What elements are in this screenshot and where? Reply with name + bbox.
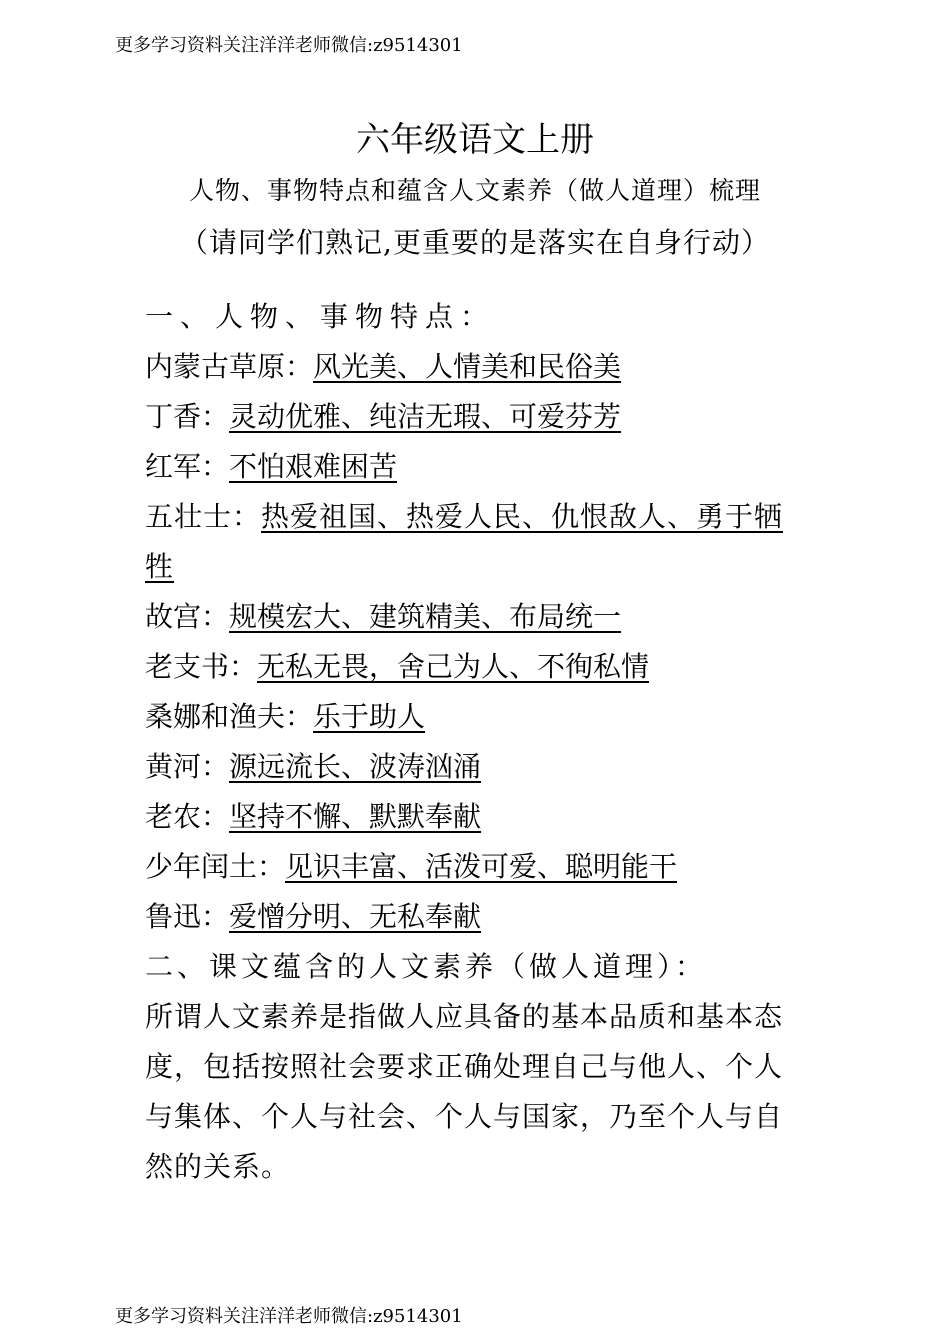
item-name: 老支书： xyxy=(145,650,258,683)
item-name: 黄河： xyxy=(145,750,230,783)
item-trait: 不怕艰难困苦 xyxy=(229,450,398,483)
list-item xyxy=(145,392,810,442)
item-name: 红军： xyxy=(145,450,230,483)
item-name: 桑娜和渔夫： xyxy=(145,700,314,733)
section2-heading: 二、课文蕴含的人文素养（做人道理）： xyxy=(145,950,708,983)
header-note: 更多学习资料关注洋洋老师微信:z9514301 xyxy=(115,35,463,56)
item-trait: 乐于助人 xyxy=(313,700,426,733)
document-body xyxy=(145,292,810,1192)
item-trait: 规模宏大、建筑精美、布局统一 xyxy=(229,600,622,633)
page-title: 六年级语文上册 xyxy=(356,120,594,160)
item-trait: 灵动优雅、纯洁无瑕、可爱芬芳 xyxy=(229,400,622,433)
item-name: 鲁迅： xyxy=(145,900,230,933)
list-item xyxy=(145,742,810,792)
item-trait: 源远流长、波涛汹涌 xyxy=(229,750,482,783)
item-trait: 坚持不懈、默默奉献 xyxy=(229,800,482,833)
item-name: 丁香： xyxy=(145,400,230,433)
footer-note: 更多学习资料关注洋洋老师微信:z9514301 xyxy=(115,1306,463,1327)
page-subtitle: 人物、事物特点和蕴含人文素养（做人道理）梳理 xyxy=(188,176,761,205)
list-item xyxy=(145,492,810,592)
list-item xyxy=(145,442,810,492)
list-item xyxy=(145,642,810,692)
section1-heading: 一、人物、事物特点： xyxy=(145,300,496,333)
list-item xyxy=(145,892,810,942)
page-note: （请同学们熟记,更重要的是落实在自身行动） xyxy=(180,226,770,259)
section2-paragraph: 所谓人文素养是指做人应具备的基本品质和基本态度，包括按照社会要求正确处理自己与他人、个人与集体、个人与社会、个人与国家，乃至个人与自然的关系。 xyxy=(145,1000,784,1183)
list-item xyxy=(145,792,810,842)
list-item xyxy=(145,692,810,742)
item-name: 老农： xyxy=(145,800,230,833)
item-trait: 风光美、人情美和民俗美 xyxy=(313,350,622,383)
list-item xyxy=(145,592,810,642)
item-name: 故宫： xyxy=(145,600,230,633)
item-name: 五壮士： xyxy=(145,500,262,533)
item-trait: 见识丰富、活泼可爱、聪明能干 xyxy=(285,850,678,883)
item-name: 内蒙古草原： xyxy=(145,350,314,383)
item-trait: 无私无畏，舍己为人、不徇私情 xyxy=(257,650,650,683)
item-trait: 热爱祖国、热爱人民、仇恨敌人、勇于牺牲 xyxy=(145,500,784,583)
list-item xyxy=(145,342,810,392)
item-name: 少年闰土： xyxy=(145,850,286,883)
list-item xyxy=(145,842,810,892)
item-trait: 爱憎分明、无私奉献 xyxy=(229,900,482,933)
